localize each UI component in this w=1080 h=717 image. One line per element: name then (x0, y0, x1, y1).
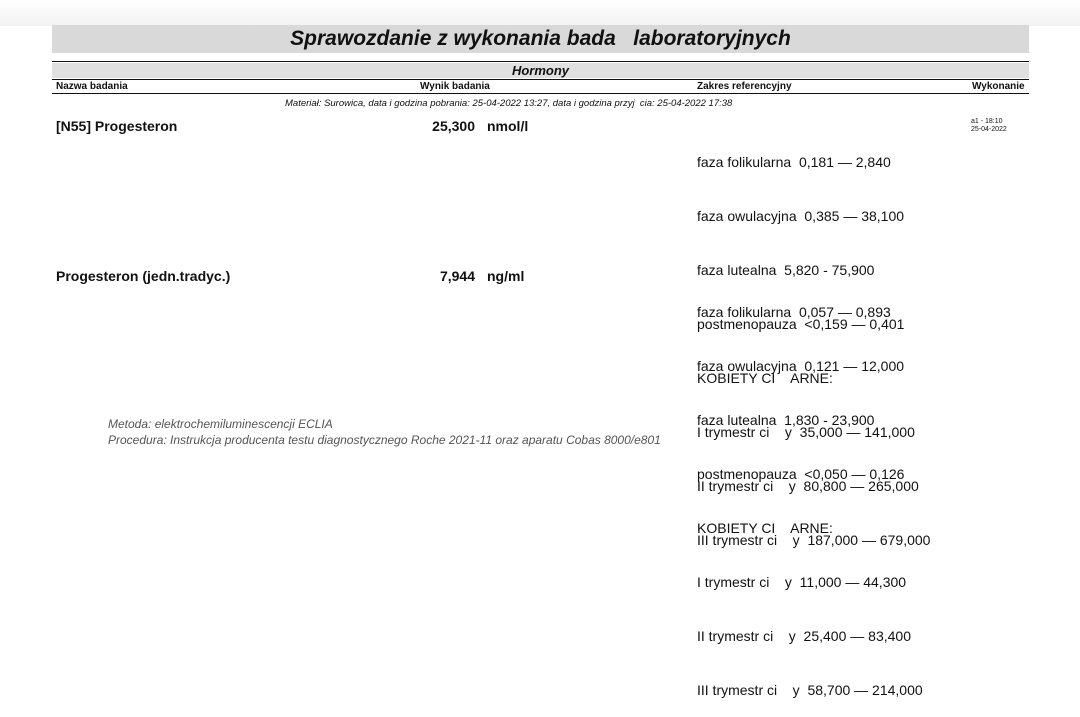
section-title: Hormony (511, 63, 570, 78)
section-band (52, 63, 1029, 78)
reference-line: KOBIETY CI ARNE: (697, 370, 833, 386)
procedure-note: Procedura: Instrukcja producenta testu diagnostycznego Roche 2021-11 oraz aparatu Cobas 8000/e801 (108, 433, 661, 447)
material-info: Materiał: Surowica, data i godzina pobrania: 25-04-2022 13:27, data i godzina przyj cia: 25-04-2022 17:38 (285, 98, 733, 109)
reference-line: faza lutealna 1,830 - 23,900 (697, 412, 875, 428)
execution-time: a1 - 18:10 (971, 118, 1003, 125)
test-result-unit: nmol/l (487, 118, 529, 134)
header-divider (52, 79, 1029, 80)
reference-line: II trymestr ci y 25,400 — 83,400 (697, 628, 911, 644)
reference-line: KOBIETY CI ARNE: (697, 520, 833, 536)
reference-line: I trymestr ci y 35,000 — 141,000 (697, 424, 915, 440)
column-header-result: Wynik badania (420, 81, 490, 92)
reference-line: faza folikularna 0,181 — 2,840 (697, 154, 891, 170)
reference-line: III trymestr ci y 58,700 — 214,000 (697, 682, 923, 698)
reference-line: II trymestr ci y 80,800 — 265,000 (697, 478, 919, 494)
execution-info (971, 118, 1007, 134)
title-bar (52, 25, 1029, 53)
reference-line: III trymestr ci y 187,000 — 679,000 (697, 532, 931, 548)
top-fade (0, 0, 1080, 26)
test-result-value: 7,944 (439, 268, 475, 284)
header-divider-bottom (52, 93, 1029, 94)
column-header-execution: Wykonanie (972, 81, 1025, 92)
section-divider-top (52, 61, 1029, 62)
column-header-reference: Zakres referencyjny (697, 81, 792, 92)
method-note: Metoda: elektrochemiluminescencji ECLIA (108, 417, 333, 431)
reference-line: faza lutealna 5,820 - 75,900 (697, 262, 875, 278)
test-name: Progesteron (jedn.tradyc.) (56, 268, 231, 284)
reference-line: faza owulacyjna 0,121 — 12,000 (697, 358, 905, 374)
test-result-unit: ng/ml (487, 268, 525, 284)
reference-line: postmenopauza <0,050 — 0,126 (697, 466, 905, 482)
reference-line: postmenopauza <0,159 — 0,401 (697, 316, 905, 332)
test-result-value: 25,300 (432, 118, 475, 134)
execution-date: 25-04-2022 (971, 126, 1007, 133)
reference-range-list (697, 267, 923, 717)
report-title: Sprawozdanie z wykonania bada laboratoryjnych (290, 27, 791, 50)
reference-line: faza owulacyjna 0,385 — 38,100 (697, 208, 905, 224)
reference-line: I trymestr ci y 11,000 — 44,300 (697, 574, 907, 590)
column-header-name: Nazwa badania (56, 81, 128, 92)
reference-line: faza folikularna 0,057 — 0,893 (697, 304, 891, 320)
test-name: [N55] Progesteron (56, 118, 178, 134)
